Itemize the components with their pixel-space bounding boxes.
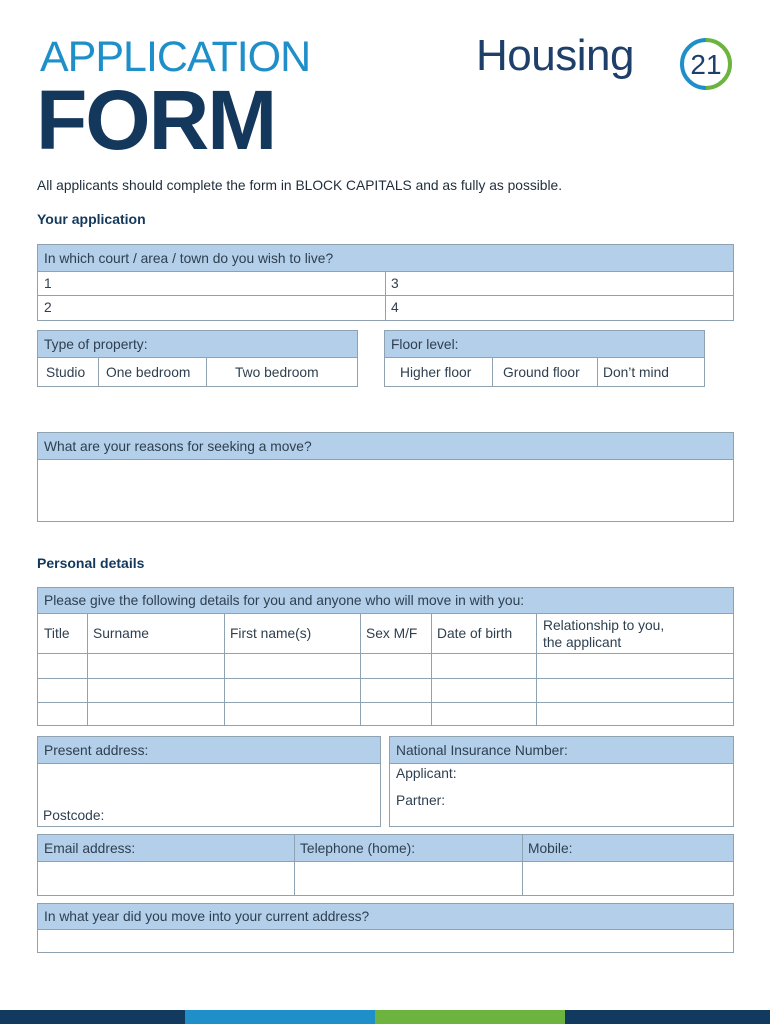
ni-partner-label: Partner: bbox=[396, 793, 446, 808]
move-year-box bbox=[37, 903, 734, 953]
table-row[interactable] bbox=[38, 653, 733, 678]
mobile-input[interactable] bbox=[522, 862, 733, 895]
present-address-box bbox=[37, 736, 381, 827]
logo-number: 21 bbox=[690, 49, 722, 80]
email-input[interactable] bbox=[38, 862, 294, 895]
footer-bar-segment bbox=[0, 1010, 185, 1024]
column-date-of-birth: Date of birth bbox=[437, 626, 513, 641]
table-row[interactable] bbox=[38, 678, 733, 702]
property-option-one-bedroom[interactable]: One bedroom bbox=[106, 364, 191, 380]
property-option-studio[interactable]: Studio bbox=[46, 364, 86, 380]
footer-bar-segment bbox=[375, 1010, 565, 1024]
reasons-box bbox=[37, 432, 734, 522]
mobile-label: Mobile: bbox=[528, 841, 573, 856]
ni-applicant-label: Applicant: bbox=[396, 766, 457, 781]
ni-number-input[interactable] bbox=[470, 764, 733, 826]
footer-bar-segment bbox=[565, 1010, 770, 1024]
telephone-input[interactable] bbox=[294, 862, 522, 895]
section-title-personal-details: Personal details bbox=[37, 555, 145, 571]
column-relationship bbox=[543, 617, 733, 653]
title-application: APPLICATION bbox=[40, 33, 311, 81]
contact-table bbox=[37, 834, 734, 896]
column-sex: Sex M/F bbox=[366, 626, 418, 641]
ni-number-label: National Insurance Number: bbox=[390, 737, 733, 764]
reasons-input[interactable] bbox=[38, 460, 733, 521]
logo-circle-icon bbox=[676, 36, 736, 92]
court-preference-table bbox=[37, 244, 734, 321]
court-slot-1[interactable]: 1 bbox=[44, 276, 52, 291]
housing21-logo bbox=[476, 30, 738, 90]
floor-option-ground[interactable]: Ground floor bbox=[503, 364, 580, 380]
title-form: FORM bbox=[36, 73, 276, 167]
telephone-label: Telephone (home): bbox=[300, 841, 416, 856]
household-table bbox=[37, 587, 734, 726]
household-table-header: Please give the following details for you and anyone who will move in with you: bbox=[38, 588, 733, 614]
court-question: In which court / area / town do you wish to live? bbox=[38, 245, 733, 272]
column-relationship-line1: Relationship to you, bbox=[543, 618, 665, 633]
column-first-names: First name(s) bbox=[230, 626, 312, 641]
move-year-input[interactable] bbox=[38, 930, 733, 952]
table-row[interactable] bbox=[38, 702, 733, 725]
column-title: Title bbox=[44, 626, 70, 641]
property-type-table bbox=[37, 330, 358, 387]
logo-text: Housing bbox=[476, 31, 634, 80]
property-option-two-bedroom[interactable]: Two bedroom bbox=[235, 364, 319, 380]
floor-level-label: Floor level: bbox=[385, 331, 704, 358]
move-year-question: In what year did you move into your current address? bbox=[38, 904, 733, 930]
property-type-label: Type of property: bbox=[38, 331, 357, 358]
court-slot-2[interactable]: 2 bbox=[44, 300, 52, 315]
section-title-your-application: Your application bbox=[37, 211, 146, 227]
present-address-label: Present address: bbox=[38, 737, 380, 764]
column-relationship-line2: the applicant bbox=[543, 635, 622, 650]
court-slot-3[interactable]: 3 bbox=[391, 276, 399, 291]
intro-text: All applicants should complete the form in BLOCK CAPITALS and as fully as possible. bbox=[37, 178, 563, 193]
footer-bar-segment bbox=[185, 1010, 375, 1024]
ni-number-box bbox=[389, 736, 734, 827]
column-surname: Surname bbox=[93, 626, 149, 641]
reasons-question: What are your reasons for seeking a move? bbox=[38, 433, 733, 460]
floor-level-table bbox=[384, 330, 705, 387]
court-slot-4[interactable]: 4 bbox=[391, 300, 399, 315]
floor-option-dont-mind[interactable]: Don’t mind bbox=[603, 364, 669, 380]
email-label: Email address: bbox=[44, 841, 136, 856]
floor-option-higher[interactable]: Higher floor bbox=[400, 364, 472, 380]
postcode-label: Postcode: bbox=[43, 808, 105, 823]
